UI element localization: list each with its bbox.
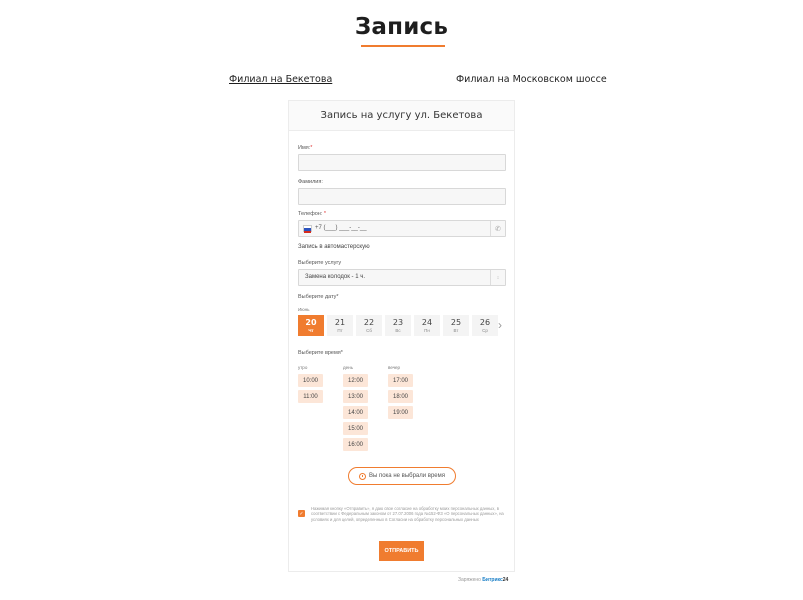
checkbox-checked-icon: ✓ (299, 510, 304, 517)
service-label: Выберите услугу (298, 260, 342, 266)
time-slot[interactable]: 14:00 (343, 406, 368, 419)
phone-icon: ✆ (490, 221, 505, 236)
date-number: 23 (392, 318, 404, 327)
date-label: Выберите дату* (298, 294, 339, 300)
surname-label: Фамилия: (298, 179, 323, 185)
time-slot[interactable]: 13:00 (343, 390, 368, 403)
time-slot[interactable]: 11:00 (298, 390, 323, 403)
branch-link-moskovskoe[interactable]: Филиал на Московском шоссе (456, 74, 607, 85)
date-cell[interactable] (356, 315, 382, 336)
phone-mask: +7 (___) ___-__-__ (315, 225, 367, 231)
time-status-text: Вы пока не выбрали время (368, 473, 445, 479)
date-cell[interactable] (385, 315, 411, 336)
date-cell[interactable] (472, 315, 498, 336)
branch-link-beketova[interactable]: Филиал на Бекетова (229, 74, 333, 85)
date-weekday: Пт (337, 328, 343, 333)
service-select[interactable] (298, 269, 506, 286)
time-slot[interactable]: 16:00 (343, 438, 368, 451)
name-input[interactable] (298, 154, 506, 171)
time-slot[interactable]: 17:00 (388, 374, 413, 387)
time-slot[interactable]: 18:00 (388, 390, 413, 403)
date-picker (298, 315, 498, 336)
date-number: 26 (479, 318, 491, 327)
time-column-label: утро (298, 365, 308, 370)
date-weekday: Пн (424, 328, 430, 333)
name-label: Имя:* (298, 145, 313, 151)
booking-form (288, 100, 515, 572)
date-cell[interactable] (327, 315, 353, 336)
date-number: 24 (421, 318, 433, 327)
month-label: Июнь (298, 307, 310, 312)
phone-input[interactable] (298, 220, 506, 237)
date-number: 22 (363, 318, 375, 327)
page-title: Запись (354, 14, 449, 40)
select-arrow-icon: ↕ (490, 270, 505, 285)
date-cell[interactable] (414, 315, 440, 336)
submit-button[interactable]: ОТПРАВИТЬ (379, 541, 424, 561)
service-select-value: Замена колодок - 1 ч. (305, 274, 366, 280)
time-status (348, 467, 456, 485)
surname-input[interactable] (298, 188, 506, 205)
date-cell[interactable] (443, 315, 469, 336)
chevron-right-icon[interactable]: › (498, 318, 502, 332)
workshop-label: Запись в автомастерскую (298, 244, 370, 250)
time-slot[interactable]: 19:00 (388, 406, 413, 419)
date-number: 20 (305, 318, 317, 327)
time-column-label: день (343, 365, 353, 370)
phone-label: Телефон: * (298, 211, 327, 217)
title-underline (361, 45, 445, 47)
consent-checkbox[interactable] (298, 510, 305, 517)
time-label: Выберите время* (298, 350, 343, 356)
date-weekday: Чт (308, 328, 314, 333)
time-slot[interactable]: 15:00 (343, 422, 368, 435)
time-column-label: вечер (388, 365, 401, 370)
date-weekday: Вс (395, 328, 401, 333)
russia-flag-icon[interactable] (303, 225, 312, 232)
date-weekday: Ср (482, 328, 488, 333)
clock-icon (359, 473, 366, 480)
date-number: 25 (450, 318, 462, 327)
date-number: 21 (334, 318, 346, 327)
date-weekday: Сб (366, 328, 372, 333)
powered-by[interactable]: Заряжено Битрикс24 (458, 577, 509, 583)
time-slot[interactable]: 10:00 (298, 374, 323, 387)
time-slot[interactable]: 12:00 (343, 374, 368, 387)
consent-text: Нажимая кнопку «Отправить», я даю свое согласие на обработку моих персональных данных, в соответствии с Федеральным законом от 27.07.2006 года №152-ФЗ «О персональных данных», на условиях и для целей, определенных в Согласии на обработку персональных данных (311, 506, 504, 522)
date-cell[interactable] (298, 315, 324, 336)
form-header: Запись на услугу ул. Бекетова (289, 101, 514, 131)
date-weekday: Вт (453, 328, 459, 333)
